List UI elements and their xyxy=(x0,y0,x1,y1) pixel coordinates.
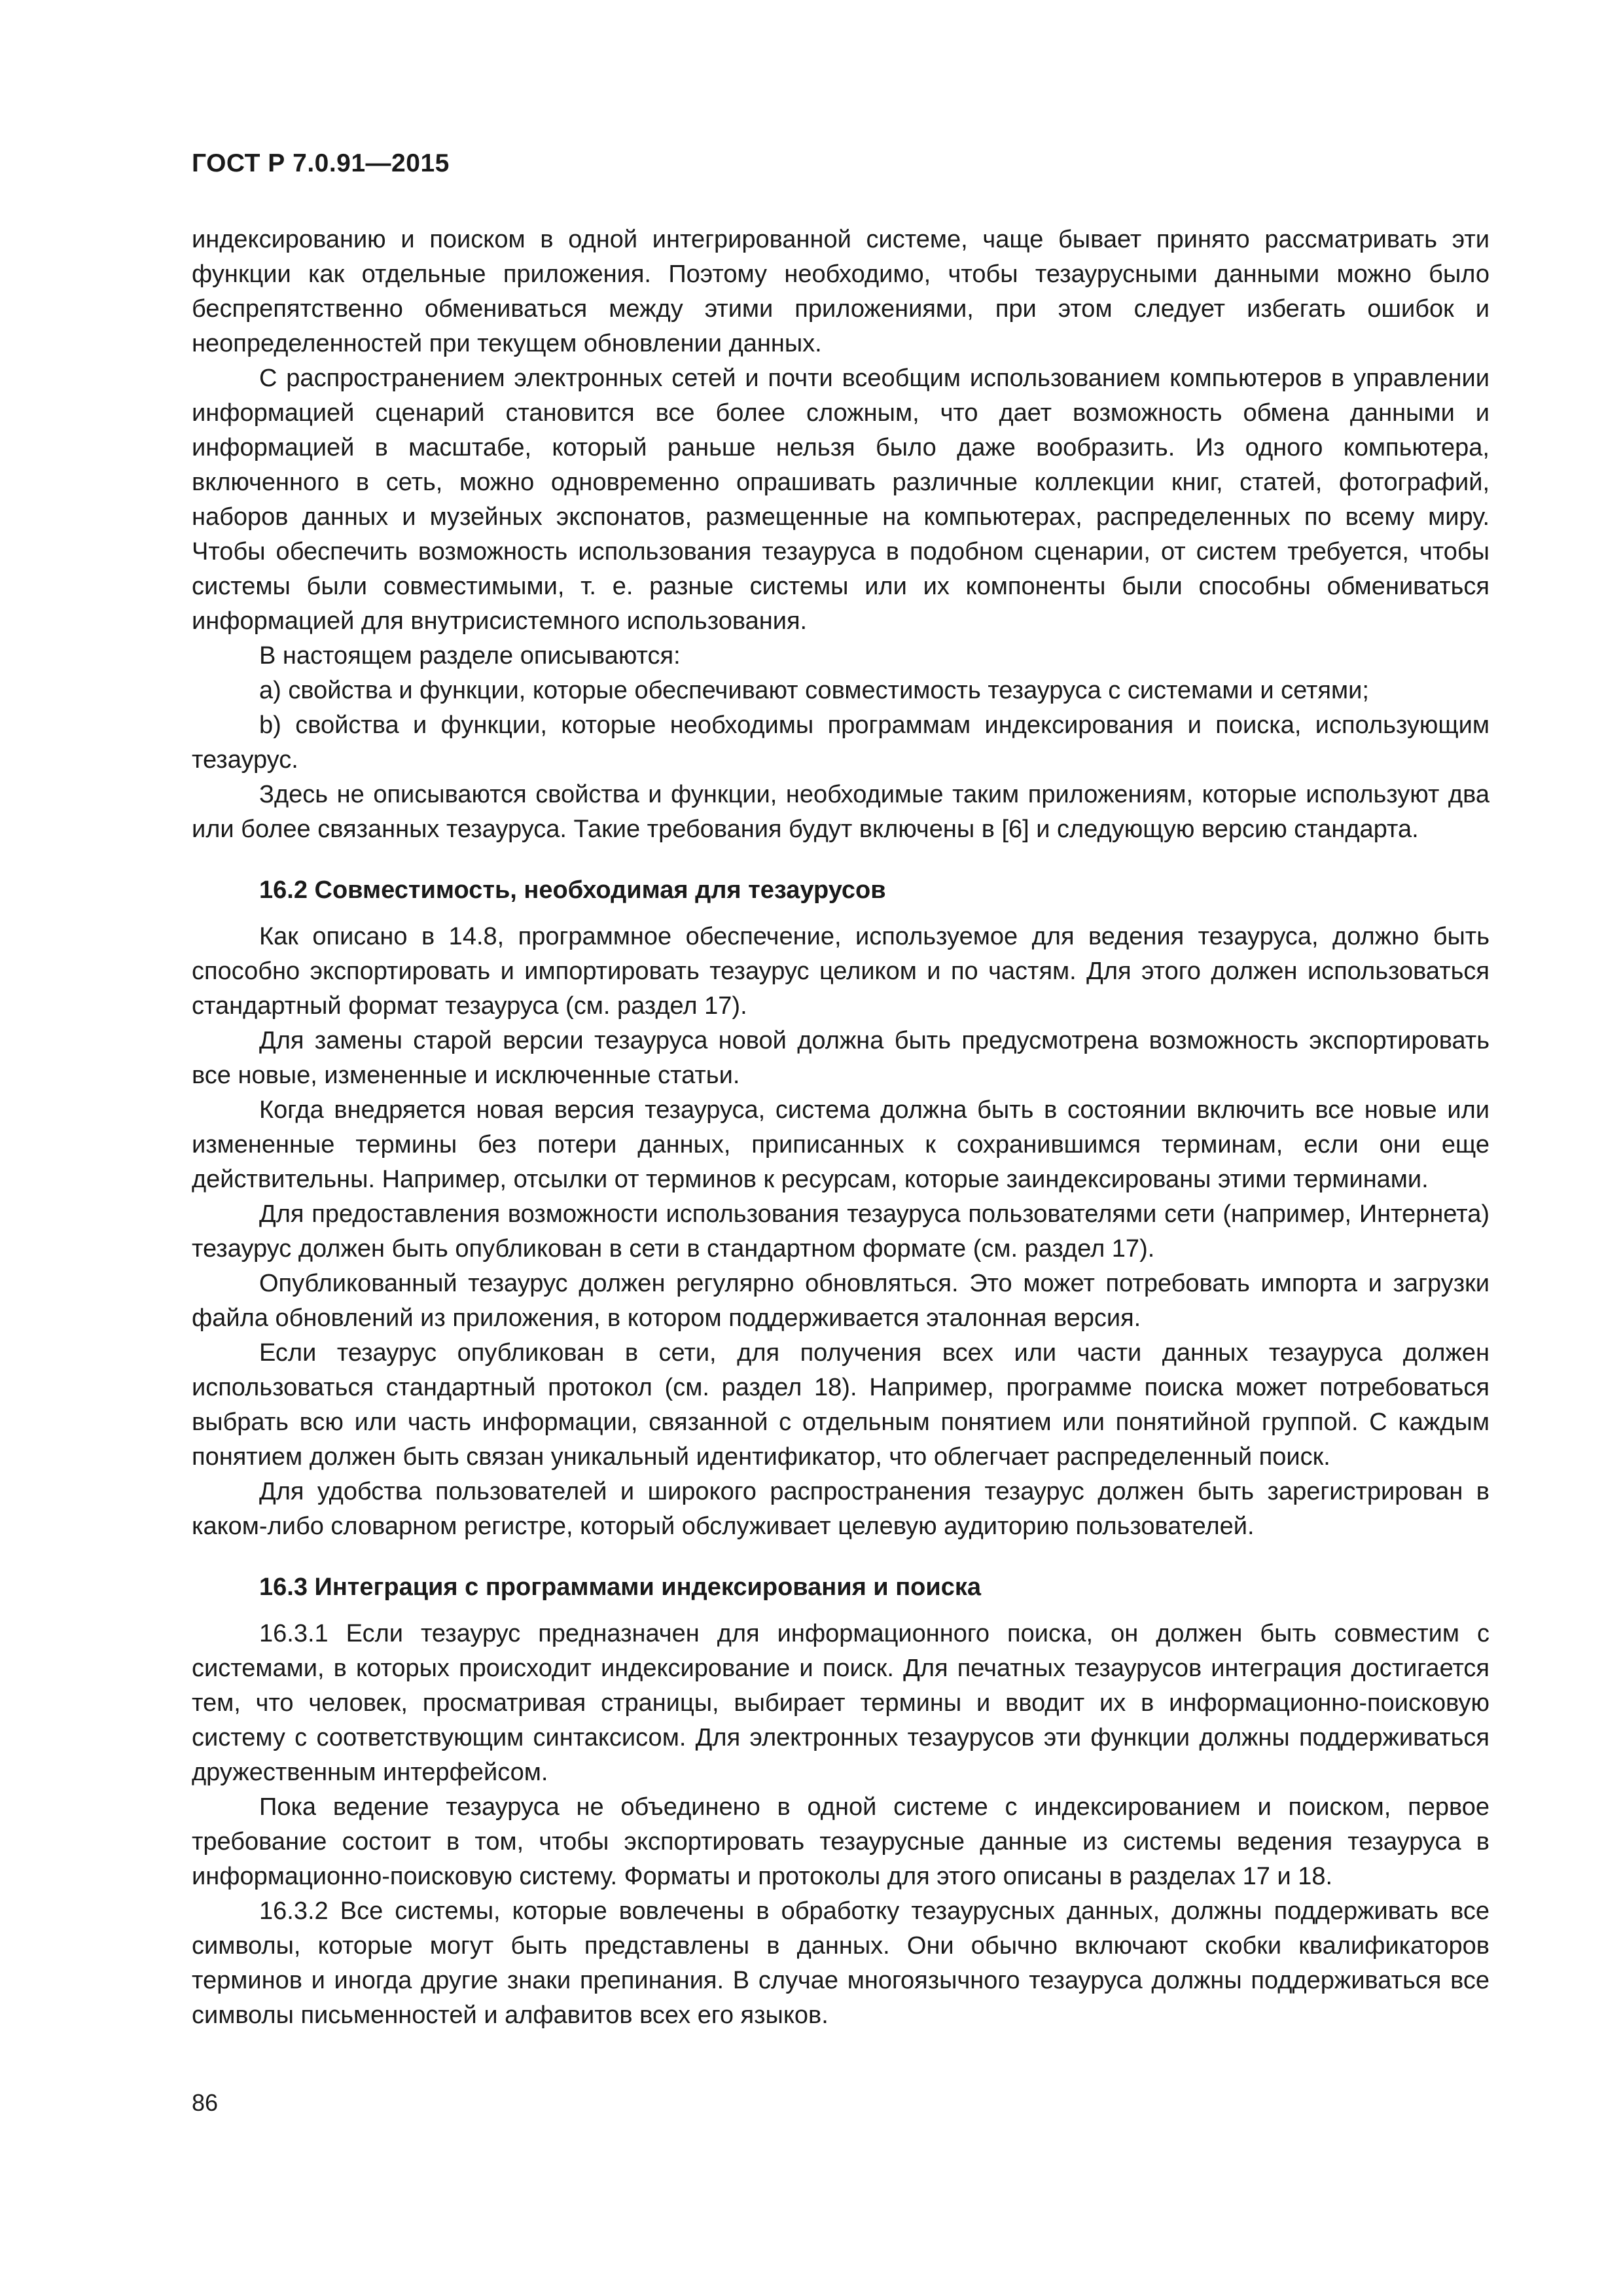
paragraph: индексированию и поиском в одной интегрированной системе, чаще бывает принято рассматривать эти функции как отдельные приложения. Поэтому необходимо, чтобы тезаурусными данными можно было беспрепятственно обмениваться между этими приложениями, при этом следует избегать ошибок и неопределенностей при текущем обновлении данных. xyxy=(192,226,1489,357)
page-number: 86 xyxy=(192,2089,219,2116)
paragraph: С распространением электронных сетей и почти всеобщим использованием компьютеров в управлении информацией сценарий становится все более сложным, что дает возможность обмена данными и информацией в масштабе, который раньше нельзя было даже вообразить. Из одного компьютера, включенного в сеть, можно одновременно опрашивать различные коллекции книг, статей, фотографий, наборов данных и музейных экспонатов, размещенные на компьютерах, распределенных по всему миру. Чтобы обеспечить возможность использования тезауруса в подобном сценарии, от систем требуется, чтобы системы были совместимыми, т. е. разные системы или их компоненты были способны обмениваться информацией для внутрисистемного использования. xyxy=(192,365,1489,635)
list-item: b) свойства и функции, которые необходимы программам индексирования и поиска, использующим тезаурус. xyxy=(192,711,1489,774)
paragraph: 16.3.1 Если тезаурус предназначен для информационного поиска, он должен быть совместим с системами, в которых происходит индексирование и поиск. Для печатных тезаурусов интеграция достигается тем, что человек, просматривая страницы, выбирает термины и вводит их в информационно-поисковую систему с соответствующим синтаксисом. Для электронных тезаурусов эти функции должны поддерживаться дружественным интерфейсом. xyxy=(192,1620,1489,1786)
section-heading: 16.3 Интеграция с программами индексирования и поиска xyxy=(259,1573,982,1601)
document-body xyxy=(192,223,1489,2033)
document-header: ГОСТ Р 7.0.91—2015 xyxy=(192,149,450,177)
paragraph: Для замены старой версии тезауруса новой должна быть предусмотрена возможность экспортировать все новые, измененные и исключенные статьи. xyxy=(192,1027,1489,1089)
paragraph: Если тезаурус опубликован в сети, для получения всех или части данных тезауруса должен использоваться стандартный протокол (см. раздел 18). Например, программе поиска может потребоваться выбрать всю или часть информации, связанной с отдельным понятием или понятийной группой. С каждым понятием должен быть связан уникальный идентификатор, что облегчает распределенный поиск. xyxy=(192,1339,1489,1471)
paragraph: Здесь не описываются свойства и функции, необходимые таким приложениям, которые используют два или более связанных тезауруса. Такие требования будут включены в [6] и следующую версию стандарта. xyxy=(192,781,1489,843)
paragraph: В настоящем разделе описываются: xyxy=(259,642,681,670)
paragraph: Для предоставления возможности использования тезауруса пользователями сети (например, Интернета) тезаурус должен быть опубликован в сети в стандартном формате (см. раздел 17). xyxy=(192,1200,1489,1263)
paragraph: Когда внедряется новая версия тезауруса, система должна быть в состоянии включить все новые или измененные термины без потери данных, приписанных к сохранившимся терминам, если они еще действительны. Например, отсылки от терминов к ресурсам, которые заиндексированы этими терминами. xyxy=(192,1096,1489,1193)
list-item: a) свойства и функции, которые обеспечивают совместимость тезауруса с системами и сетями; xyxy=(259,677,1369,704)
paragraph: Опубликованный тезаурус должен регулярно обновляться. Это может потребовать импорта и загрузки файла обновлений из приложения, в котором поддерживается эталонная версия. xyxy=(192,1270,1489,1332)
paragraph: Как описано в 14.8, программное обеспечение, используемое для ведения тезауруса, должно быть способно экспортировать и импортировать тезаурус целиком и по частям. Для этого должен использоваться стандартный формат тезауруса (см. раздел 17). xyxy=(192,923,1489,1020)
paragraph: Для удобства пользователей и широкого распространения тезаурус должен быть зарегистрирован в каком-либо словарном регистре, который обслуживает целевую аудиторию пользователей. xyxy=(192,1478,1489,1540)
paragraph: Пока ведение тезауруса не объединено в одной системе с индексированием и поиском, первое требование состоит в том, чтобы экспортировать тезаурусные данные из системы ведения тезауруса в информационно-поисковую систему. Форматы и протоколы для этого описаны в разделах 17 и 18. xyxy=(192,1793,1489,1890)
section-heading: 16.2 Совместимость, необходимая для тезаурусов xyxy=(259,876,886,904)
paragraph: 16.3.2 Все системы, которые вовлечены в обработку тезаурусных данных, должны поддерживать все символы, которые могут быть представлены в данных. Они обычно включают скобки квалификаторов терминов и иногда другие знаки препинания. В случае многоязычного тезауруса должны поддерживаться все символы письменностей и алфавитов всех его языков. xyxy=(192,1897,1489,2029)
